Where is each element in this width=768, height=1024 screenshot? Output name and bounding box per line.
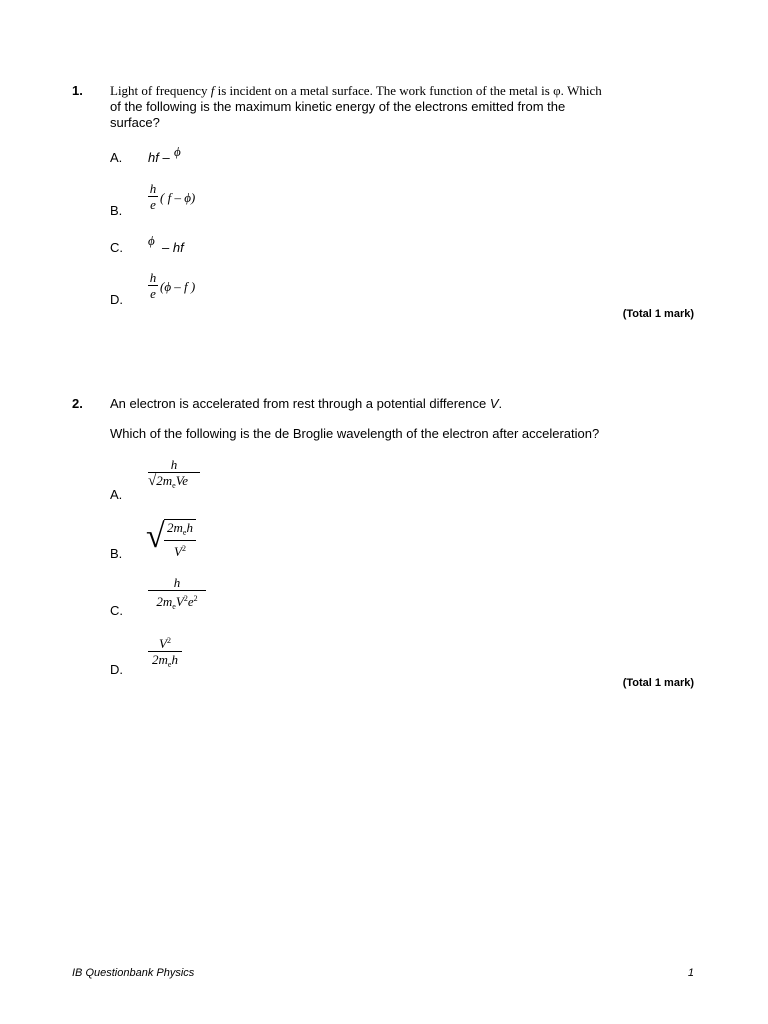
phi-symbol: ϕ: [174, 144, 181, 159]
phi-symbol: ϕ: [148, 233, 155, 248]
question-text-line: Light of frequency f is incident on a metal surface. The work function of the metal is φ. Which: [110, 83, 602, 98]
fraction: h e: [149, 270, 157, 301]
option-label: A.: [110, 150, 123, 165]
radical-sign: √: [146, 518, 165, 555]
option-label: D.: [110, 292, 123, 307]
question-text-line: surface?: [110, 115, 160, 130]
option-label: D.: [110, 662, 123, 677]
fraction: $V^2$ $2m_eh$: [148, 633, 182, 672]
fraction: h $2m_eV^2e^2$: [148, 575, 206, 614]
option-label: C.: [110, 603, 123, 618]
option-label: C.: [110, 240, 123, 255]
option-label: A.: [110, 487, 123, 502]
option-expression: ( f – ϕ): [160, 190, 196, 205]
question-text-line: An electron is accelerated from rest through a potential difference V.: [110, 396, 503, 411]
question-number: 2.: [72, 396, 83, 411]
total-mark: (Total 1 mark): [622, 308, 694, 320]
total-mark: (Total 1 mark): [622, 677, 694, 689]
question-number: 1.: [72, 83, 83, 98]
option-label: B.: [110, 203, 123, 218]
fraction: h e: [149, 181, 157, 212]
option-expression: – hf: [162, 240, 184, 255]
option-label: B.: [110, 546, 123, 561]
footer-title: IB Questionbank Physics: [72, 967, 195, 979]
fraction: $2m_eh$ $V^2$: [164, 519, 196, 559]
option-expression: hf –: [148, 150, 170, 165]
radical-sign: √: [148, 473, 157, 489]
page-number: 1: [687, 967, 694, 979]
question-text-line: Which of the following is the de Broglie wavelength of the electron after acceleration?: [110, 426, 600, 441]
fraction: h $√2m_eVe$: [148, 457, 200, 493]
question-text-line: of the following is the maximum kinetic energy of the electrons emitted from the: [110, 99, 566, 114]
option-expression: (ϕ – f ): [160, 279, 196, 294]
